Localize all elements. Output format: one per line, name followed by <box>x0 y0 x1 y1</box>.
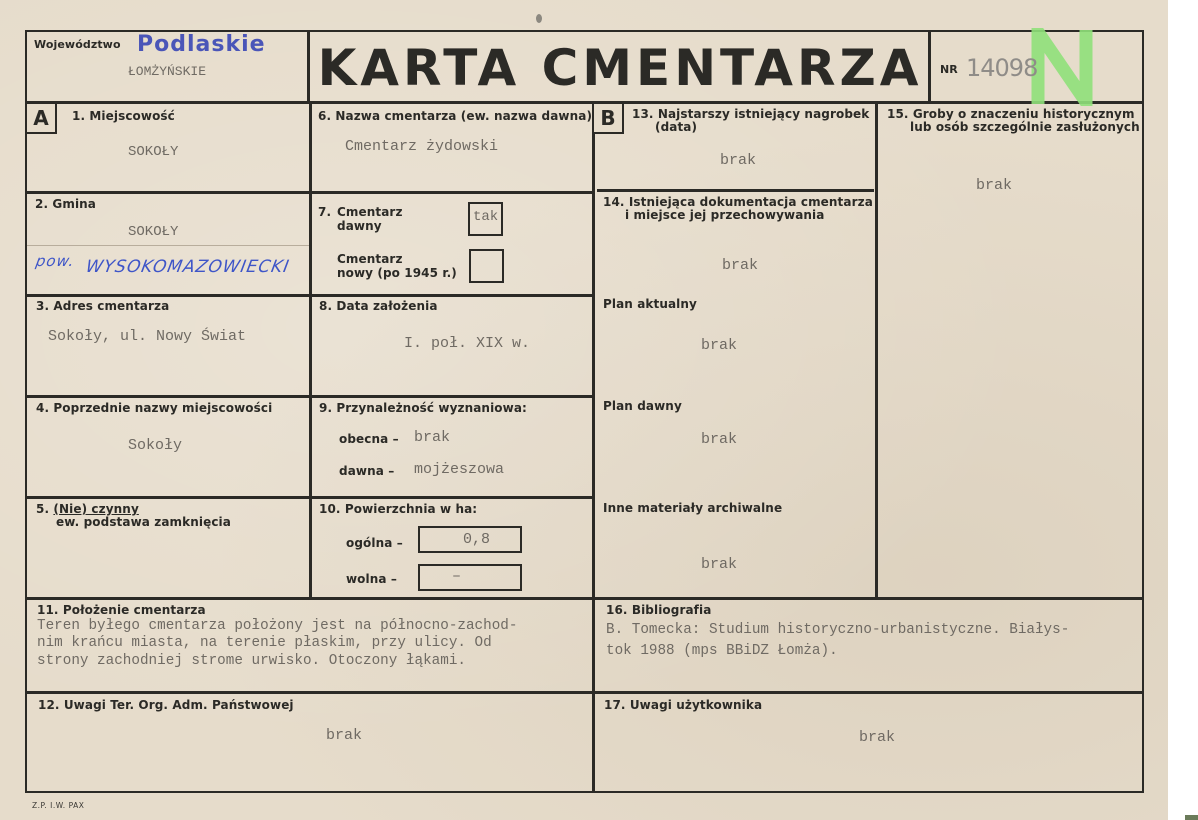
field-label-obecna: obecna – <box>339 432 399 446</box>
field-value-obecna[interactable]: brak <box>414 429 451 446</box>
field-value-polozenie-line-2[interactable]: nim krańcu miasta, na terenie płaskim, przy ulicy. Od <box>37 635 492 651</box>
handwritten-pow-prefix: pow. <box>34 252 77 270</box>
field-value-gmina[interactable]: SOKOŁY <box>128 224 179 240</box>
row-line <box>25 191 310 194</box>
field-value-dokumentacja[interactable]: brak <box>722 257 759 274</box>
field-label-gmina: 2. Gmina <box>35 197 96 211</box>
row-line <box>597 189 874 192</box>
field-label-plan-aktualny: Plan aktualny <box>603 297 697 311</box>
row-line <box>25 395 310 398</box>
gmina-divider <box>27 245 309 246</box>
field-value-data-zalozenia[interactable]: I. poł. XIX w. <box>404 335 531 352</box>
nr-value: 14098 <box>966 54 1038 82</box>
field-value-uwagi-uzytkownika[interactable]: brak <box>859 729 896 746</box>
voivodeship-typed: ŁOMŻYŃSKIE <box>128 64 207 79</box>
field-label-uwagi-ter: 12. Uwagi Ter. Org. Adm. Państwowej <box>38 698 294 712</box>
field-label-wyznanie: 9. Przynależność wyznaniowa: <box>319 401 527 415</box>
field-value-plan-dawny[interactable]: brak <box>701 431 738 448</box>
field-label-dawny-1: Cmentarz <box>337 205 403 219</box>
checkbox-cmentarz-nowy[interactable] <box>469 249 504 283</box>
field-label-nagrobek-2: (data) <box>655 120 698 134</box>
field-label-bibliografia: 16. Bibliografia <box>606 603 712 617</box>
field-label-dawna: dawna – <box>339 464 395 478</box>
field-value-bibliografia-line-2[interactable]: tok 1988 (mps BBiDZ Łomża). <box>606 643 838 659</box>
field-value-groby[interactable]: brak <box>976 177 1013 194</box>
row-line <box>310 191 593 194</box>
row-line <box>310 294 593 297</box>
field-label-plan-dawny: Plan dawny <box>603 399 682 413</box>
field-value-miejscowosc[interactable]: SOKOŁY <box>128 144 179 160</box>
field-label-inne-materialy: Inne materiały archiwalne <box>603 501 783 515</box>
field-label-polozenie: 11. Położenie cmentarza <box>37 603 206 617</box>
row-line <box>25 294 310 297</box>
field-value-bibliografia-line-1[interactable]: B. Tomecka: Studium historyczno-urbanistyczne. Białys- <box>606 622 1070 638</box>
field-label-nowy-1: Cmentarz <box>337 252 403 266</box>
section-a-badge: A <box>25 102 57 134</box>
row-line <box>25 597 1144 600</box>
field-label-wolna: wolna – <box>346 572 397 586</box>
page-title: KARTA CMENTARZA <box>317 39 923 97</box>
field-value-plan-aktualny[interactable]: brak <box>701 337 738 354</box>
printer-imprint: Z.P. I.W. PAX <box>32 801 85 810</box>
scan-edge-mark <box>1185 815 1198 820</box>
field-label-groby-2: lub osób szczególnie zasłużonych <box>910 120 1140 134</box>
row-line <box>25 496 310 499</box>
field-value-nagrobek[interactable]: brak <box>720 152 757 169</box>
checkbox-value-dawny: tak <box>473 209 499 225</box>
field-value-poprzednie-nazwy[interactable]: Sokoły <box>128 437 183 454</box>
handwritten-powiat[interactable]: WYSOKOMAZOWIECKI <box>84 257 292 277</box>
grid-col-1 <box>309 102 312 598</box>
grid-col-3 <box>875 102 878 598</box>
field-value-nazwa[interactable]: Cmentarz żydowski <box>345 138 499 155</box>
field-value-uwagi-ter[interactable]: brak <box>326 727 363 744</box>
field-label-nowy-2: nowy (po 1945 r.) <box>337 266 457 280</box>
punch-hole <box>536 14 542 23</box>
field-label-dokumentacja-1: 14. Istniejąca dokumentacja cmentarza <box>603 195 873 209</box>
field-label-nagrobek-1: 13. Najstarszy istniejący nagrobek <box>632 107 870 121</box>
field-label-dokumentacja-2: i miejsce jej przechowywania <box>625 208 825 222</box>
field-value-polozenie-line-3[interactable]: strony zachodniej strome urwisko. Otoczony łąkami. <box>37 653 466 669</box>
input-wolna[interactable] <box>418 564 522 591</box>
field-label-ogolna: ogólna – <box>346 536 403 550</box>
voivodeship-label: Województwo <box>34 38 121 51</box>
field-value-adres[interactable]: Sokoły, ul. Nowy Świat <box>48 328 247 345</box>
field-label-dawny-2: dawny <box>337 219 382 233</box>
field-main: (Nie) czynny <box>53 502 139 516</box>
row-line <box>310 395 593 398</box>
field-value-wolna: – <box>452 568 462 585</box>
field-label-groby-1: 15. Groby o znaczeniu historycznym <box>887 107 1135 121</box>
field-label-adres: 3. Adres cmentarza <box>36 299 170 313</box>
field-value-polozenie-line-1[interactable]: Teren byłego cmentarza położony jest na północno-zachod- <box>37 618 518 634</box>
field-value-dawna[interactable]: mojżeszowa <box>414 461 505 478</box>
field-label-data-zalozenia: 8. Data założenia <box>319 299 438 313</box>
section-b-badge: B <box>592 102 624 134</box>
green-highlighter-mark <box>1028 28 1100 106</box>
field-num: 5. <box>36 502 50 516</box>
field-num-typ: 7. <box>318 205 332 219</box>
field-label-nazwa: 6. Nazwa cmentarza (ew. nazwa dawna) <box>318 109 593 123</box>
row-line <box>25 691 1144 694</box>
field-value-ogolna: 0,8 <box>463 531 491 548</box>
row-line <box>310 496 593 499</box>
header-divider <box>25 101 1144 104</box>
field-label-uwagi-uzytkownika: 17. Uwagi użytkownika <box>604 698 763 712</box>
field-label-miejscowosc: 1. Miejscowość <box>72 109 175 123</box>
field-sublabel-czynny: ew. podstawa zamknięcia <box>56 515 231 529</box>
voivodeship-stamp: Podlaskie <box>137 32 266 57</box>
grid-col-2 <box>592 102 595 793</box>
field-value-inne-materialy[interactable]: brak <box>701 556 738 573</box>
field-label-powierzchnia: 10. Powierzchnia w ha: <box>319 502 478 516</box>
field-label-poprzednie-nazwy: 4. Poprzednie nazwy miejscowości <box>36 401 273 415</box>
nr-label: NR <box>940 63 958 76</box>
